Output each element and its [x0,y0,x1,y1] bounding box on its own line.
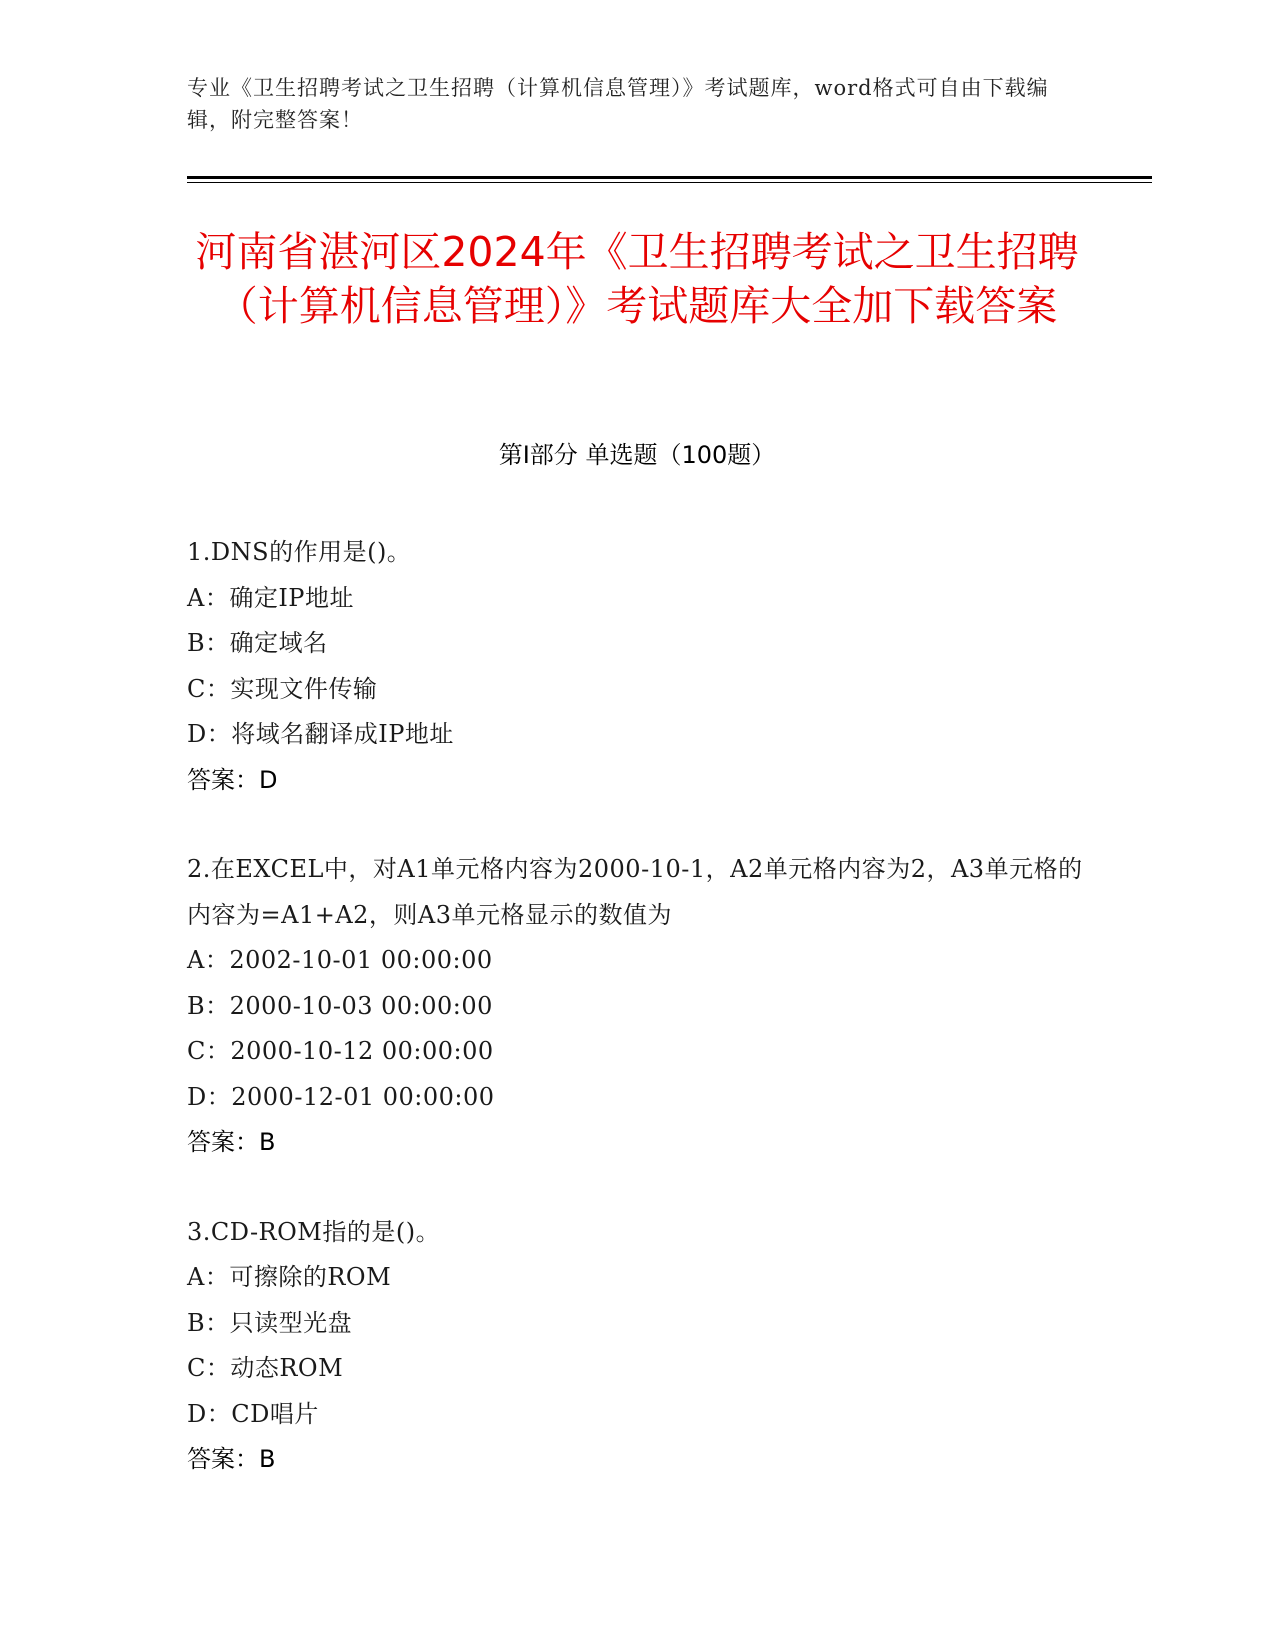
section-heading: 第Ⅰ部分 单选题（100题） [498,441,776,469]
answer-line: 答案：B [187,1128,276,1156]
option-c: C：动态ROM [187,1354,344,1382]
option-d: D：将域名翻译成IP地址 [187,720,454,748]
header-divider-thin [187,182,1152,183]
option-b: B：确定域名 [187,629,328,657]
option-b: B：2000-10-03 00:00:00 [187,991,493,1020]
option-c: C：2000-10-12 00:00:00 [187,1037,494,1065]
option-a: A：2002-10-01 00:00:00 [187,946,493,974]
option-a: A：确定IP地址 [187,583,354,612]
header-divider-thick [187,176,1152,179]
question-stem: 3.CD-ROM指的是()。 [187,1217,441,1246]
document-title: 河南省湛河区2024年《卫生招聘考试之卫生招聘（计算机信息管理）》考试题库大全加下载答案 [195,228,1079,330]
question-2 [187,847,1087,1166]
option-b: B：只读型光盘 [187,1308,353,1337]
question-1 [187,530,1087,803]
question-list [187,530,1087,1527]
answer-line: 答案：B [187,1445,276,1473]
question-stem: 1.DNS的作用是()。 [187,538,412,566]
question-stem: 2.在EXCEL中，对A1单元格内容为2000-10-1，A2单元格内容为2，A3单元格的内容为=A1+A2，则A3单元格显示的数值为 [187,855,1083,929]
page-header-note: 专业《卫生招聘考试之卫生招聘（计算机信息管理）》考试题库，word格式可自由下载编辑，附完整答案！ [187,76,1049,132]
option-d: D：2000-12-01 00:00:00 [187,1082,495,1111]
question-3 [187,1210,1087,1483]
option-d: D：CD唱片 [187,1399,319,1428]
option-c: C：实现文件传输 [187,674,378,703]
answer-line: 答案：D [187,765,278,794]
option-a: A：可擦除的ROM [187,1263,392,1291]
